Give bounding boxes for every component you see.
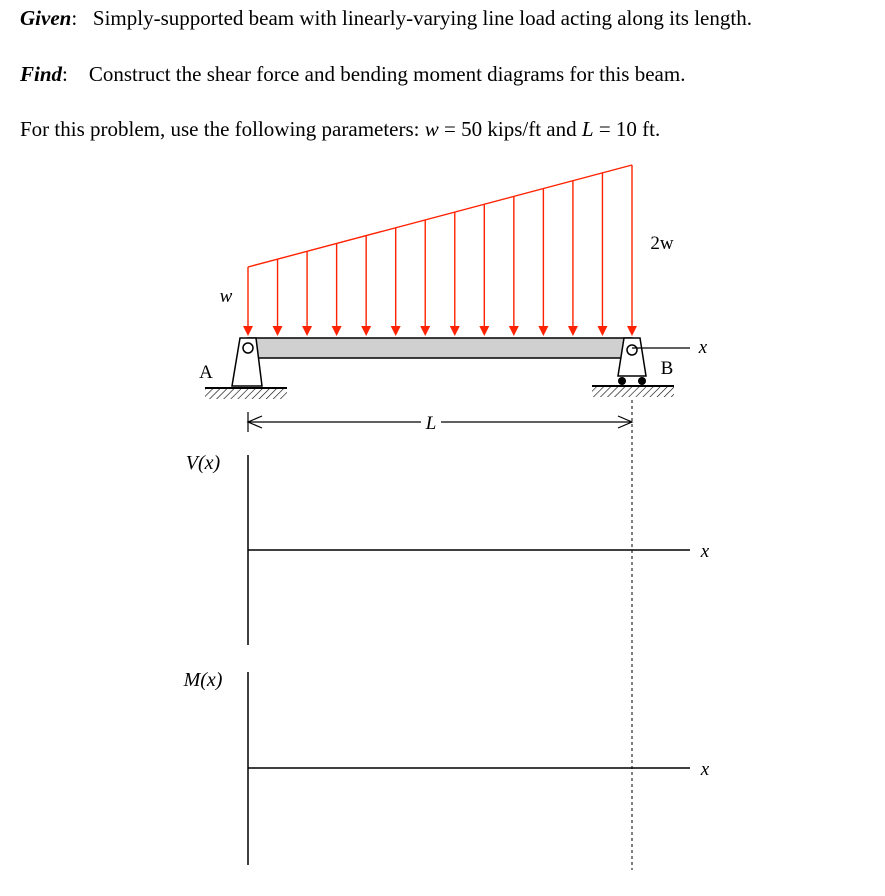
shear-axis-label: x [700, 541, 710, 562]
load-arrow-head [420, 326, 430, 336]
given-label: Given [20, 6, 72, 30]
load-arrow-head [361, 326, 371, 336]
w-value: = 50 kips/ft and [438, 117, 582, 141]
load-arrow-head [597, 326, 607, 336]
load-arrow-head [391, 326, 401, 336]
support-B-label: B [660, 358, 674, 379]
L-value: = 10 ft. [593, 117, 661, 141]
load-left-label: w [219, 286, 233, 307]
distributed-load [243, 165, 637, 336]
moment-axis-label: x [700, 759, 710, 780]
x-axis-label: x [698, 337, 708, 358]
params-prefix: For this problem, use the following parameters: [20, 117, 425, 141]
load-arrow-head [273, 326, 283, 336]
load-arrow-head [302, 326, 312, 336]
load-arrow-head [450, 326, 460, 336]
L-symbol: L [581, 117, 594, 141]
load-arrow-head [568, 326, 578, 336]
moment-label: M(x) [183, 669, 223, 691]
load-arrow-head [479, 326, 489, 336]
find-text: Construct the shear force and bending moment diagrams for this beam. [88, 62, 686, 86]
load-arrow-head [627, 326, 637, 336]
load-right-label: 2w [650, 233, 674, 254]
length-label: L [425, 413, 437, 434]
given-line: Given: Simply-supported beam with linearly-varying line load acting along its length. [20, 6, 752, 30]
w-symbol: w [424, 117, 439, 141]
shear-diagram [186, 452, 710, 645]
load-top-line [248, 165, 632, 267]
find-line: Find: Construct the shear force and bending moment diagrams for this beam. [20, 62, 686, 86]
find-label: Find [20, 62, 63, 86]
load-arrow-head [538, 326, 548, 336]
beam [248, 338, 632, 358]
moment-diagram [183, 669, 710, 865]
shear-label: V(x) [185, 452, 221, 474]
load-arrow-head [243, 326, 253, 336]
support-A-label: A [199, 362, 213, 383]
load-arrow-head [509, 326, 519, 336]
given-text: Simply-supported beam with linearly-varying line load acting along its length. [92, 6, 752, 30]
load-arrow-head [332, 326, 342, 336]
length-dimension [248, 412, 632, 434]
